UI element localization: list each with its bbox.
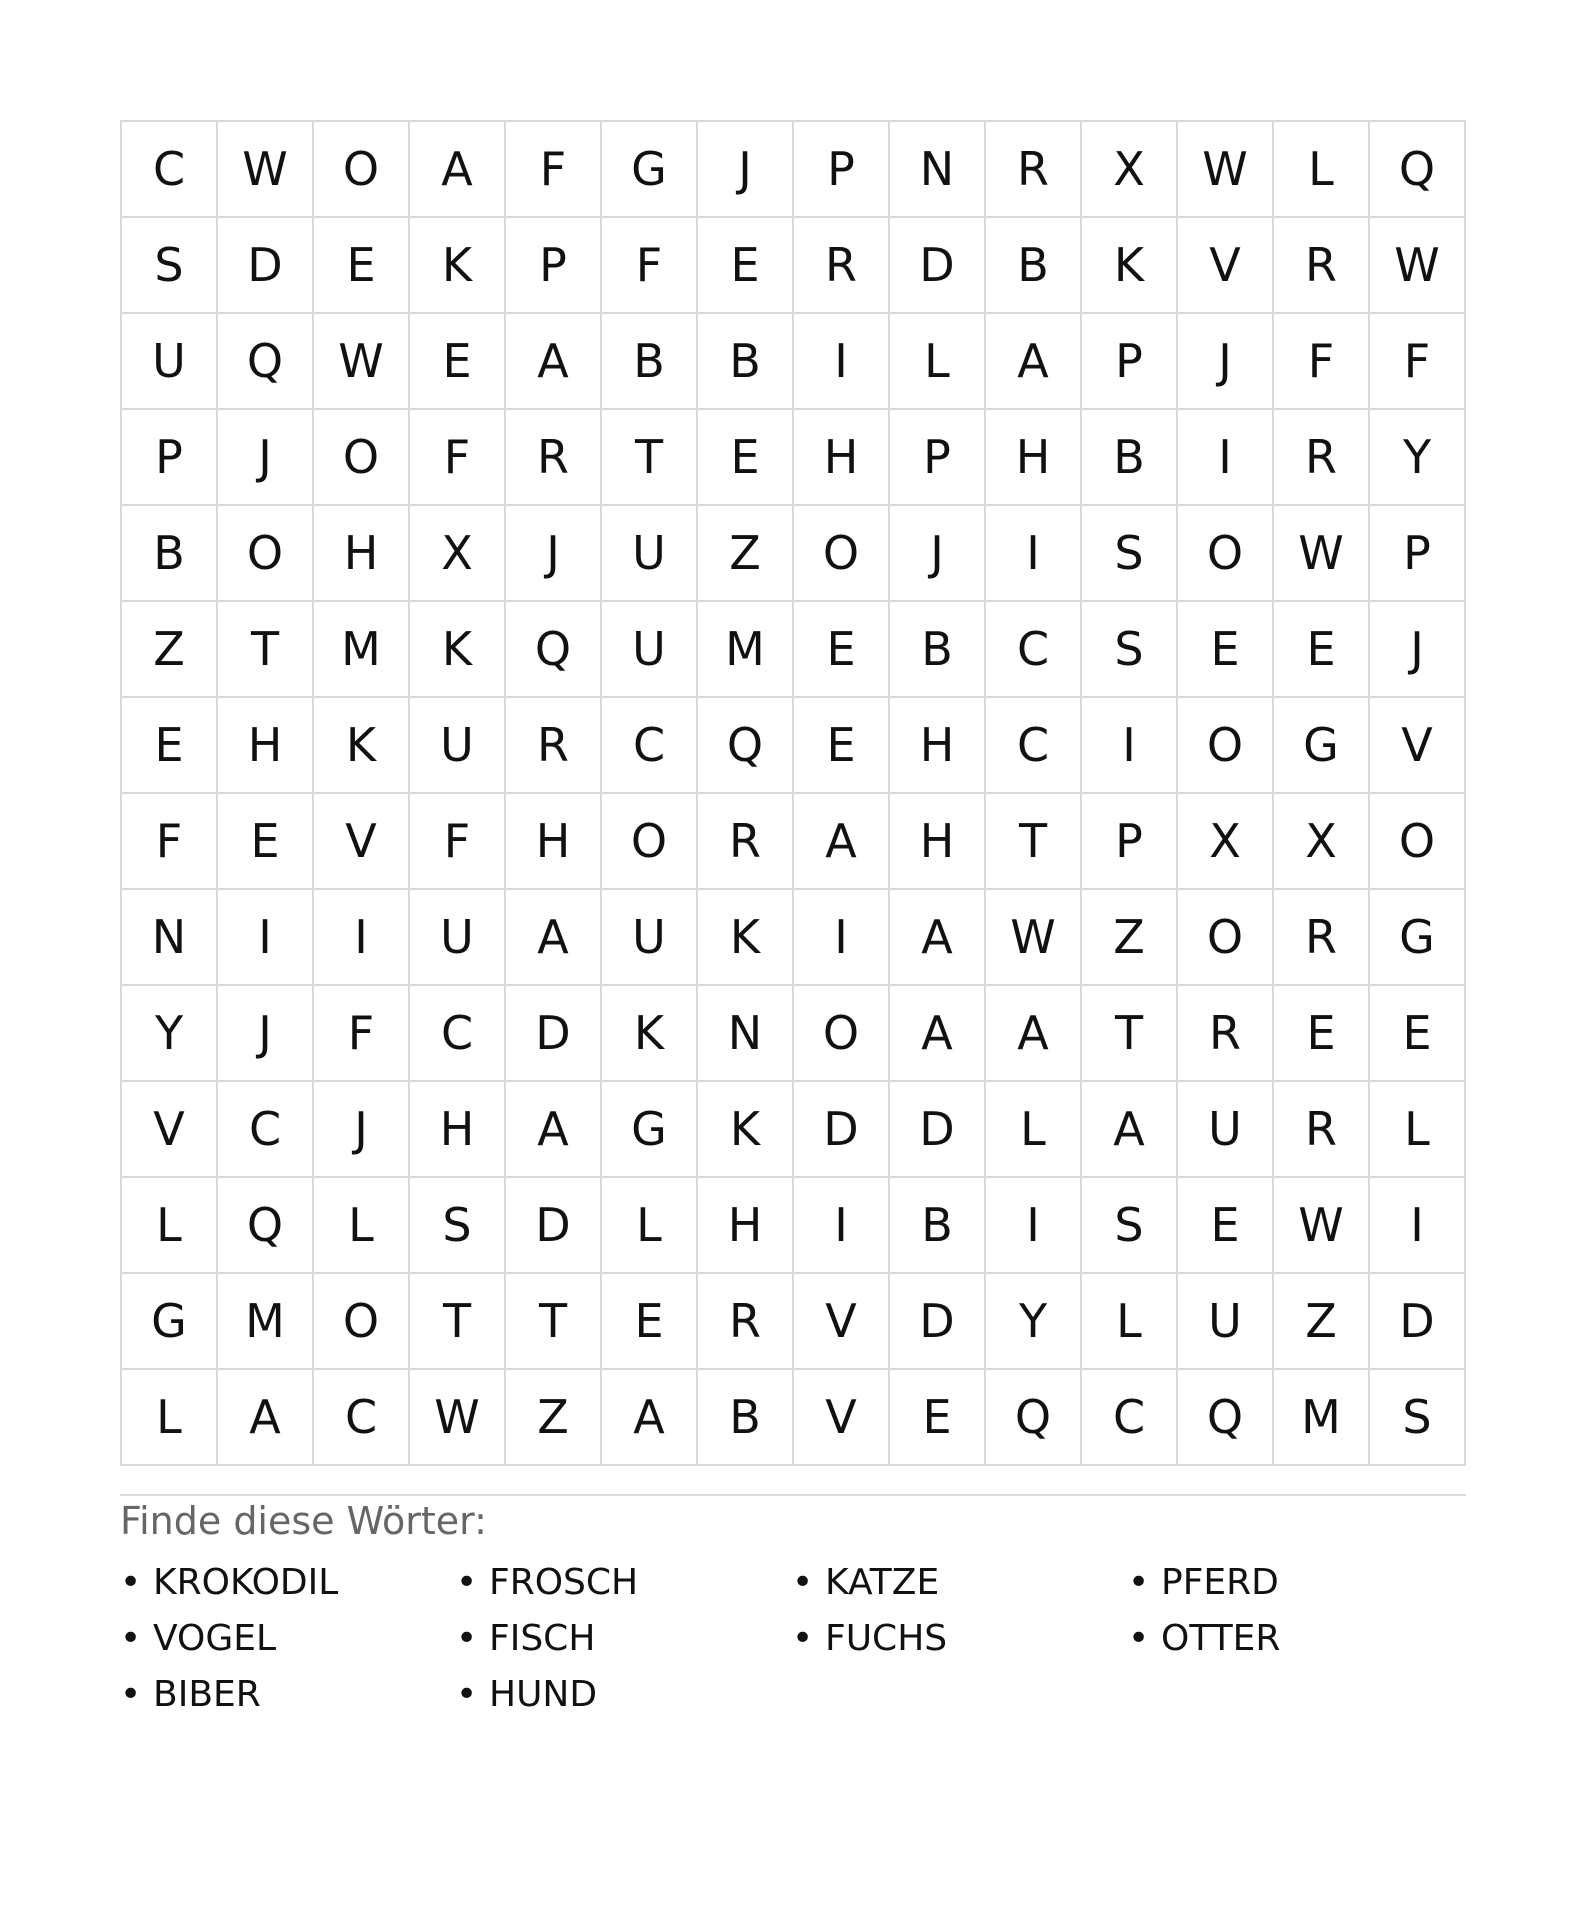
word-list-heading: Finde diese Wörter: bbox=[120, 1499, 487, 1543]
grid-cell[interactable]: U bbox=[602, 602, 698, 698]
grid-cell[interactable]: U bbox=[1178, 1082, 1274, 1178]
grid-cell[interactable]: J bbox=[698, 122, 794, 218]
grid-cell[interactable]: F bbox=[314, 986, 410, 1082]
grid-cell[interactable]: F bbox=[410, 794, 506, 890]
grid-cell[interactable]: V bbox=[794, 1370, 890, 1466]
grid-cell[interactable]: Q bbox=[1370, 122, 1466, 218]
grid-cell[interactable]: L bbox=[986, 1082, 1082, 1178]
bullet-icon: • bbox=[792, 1618, 814, 1659]
grid-cell[interactable]: L bbox=[602, 1178, 698, 1274]
grid-cell[interactable]: C bbox=[218, 1082, 314, 1178]
grid-cell[interactable]: N bbox=[890, 122, 986, 218]
grid-cell[interactable]: X bbox=[1178, 794, 1274, 890]
grid-cell[interactable]: I bbox=[1178, 410, 1274, 506]
grid-cell[interactable]: W bbox=[1274, 1178, 1370, 1274]
grid-cell[interactable]: C bbox=[602, 698, 698, 794]
grid-cell[interactable]: I bbox=[986, 1178, 1082, 1274]
grid-cell[interactable]: D bbox=[1370, 1274, 1466, 1370]
word-list-item bbox=[1128, 1555, 1464, 1611]
grid-cell[interactable]: B bbox=[122, 506, 218, 602]
grid-cell[interactable]: R bbox=[698, 794, 794, 890]
grid-cell[interactable]: G bbox=[1274, 698, 1370, 794]
word-list-item bbox=[456, 1667, 792, 1723]
grid-cell[interactable]: L bbox=[1370, 1082, 1466, 1178]
grid-cell[interactable]: T bbox=[602, 410, 698, 506]
bullet-icon: • bbox=[120, 1618, 142, 1659]
grid-cell[interactable]: Z bbox=[1082, 890, 1178, 986]
grid-cell[interactable]: R bbox=[794, 218, 890, 314]
grid-cell[interactable]: Y bbox=[1370, 410, 1466, 506]
grid-cell[interactable]: B bbox=[890, 1178, 986, 1274]
grid-cell[interactable]: O bbox=[794, 986, 890, 1082]
bullet-icon: • bbox=[456, 1618, 478, 1659]
grid-cell[interactable]: M bbox=[1274, 1370, 1370, 1466]
grid-cell[interactable]: H bbox=[698, 1178, 794, 1274]
bullet-icon: • bbox=[792, 1562, 814, 1603]
grid-cell[interactable]: T bbox=[986, 794, 1082, 890]
grid-cell[interactable]: O bbox=[1178, 506, 1274, 602]
grid-cell[interactable]: K bbox=[1082, 218, 1178, 314]
word-label: FROSCH bbox=[489, 1562, 639, 1603]
grid-cell[interactable]: S bbox=[1082, 506, 1178, 602]
grid-cell[interactable]: P bbox=[794, 122, 890, 218]
grid-cell[interactable]: O bbox=[314, 122, 410, 218]
grid-cell[interactable]: U bbox=[602, 890, 698, 986]
grid-cell[interactable]: J bbox=[314, 1082, 410, 1178]
grid-cell[interactable]: T bbox=[1082, 986, 1178, 1082]
grid-cell[interactable]: O bbox=[314, 410, 410, 506]
word-label: OTTER bbox=[1161, 1618, 1281, 1659]
grid-cell[interactable]: R bbox=[1274, 218, 1370, 314]
grid-cell[interactable]: H bbox=[506, 794, 602, 890]
grid-cell[interactable]: F bbox=[1274, 314, 1370, 410]
grid-cell[interactable]: B bbox=[698, 314, 794, 410]
grid-cell[interactable]: E bbox=[1274, 986, 1370, 1082]
grid-cell[interactable]: A bbox=[506, 1082, 602, 1178]
grid-cell[interactable]: A bbox=[410, 122, 506, 218]
bullet-icon: • bbox=[120, 1562, 142, 1603]
grid-cell[interactable]: K bbox=[410, 218, 506, 314]
grid-cell[interactable]: E bbox=[794, 698, 890, 794]
grid-cell[interactable]: X bbox=[410, 506, 506, 602]
grid-cell[interactable]: R bbox=[1274, 890, 1370, 986]
grid-cell[interactable]: E bbox=[314, 218, 410, 314]
grid-cell[interactable]: C bbox=[1082, 1370, 1178, 1466]
grid-cell[interactable]: E bbox=[410, 314, 506, 410]
grid-cell[interactable]: R bbox=[1178, 986, 1274, 1082]
grid-cell[interactable]: J bbox=[218, 410, 314, 506]
grid-cell[interactable]: B bbox=[986, 218, 1082, 314]
grid-cell[interactable]: M bbox=[698, 602, 794, 698]
grid-cell[interactable]: P bbox=[1082, 794, 1178, 890]
grid-cell[interactable]: L bbox=[1082, 1274, 1178, 1370]
grid-cell[interactable]: U bbox=[410, 698, 506, 794]
grid-cell[interactable]: F bbox=[1370, 314, 1466, 410]
grid-cell[interactable]: A bbox=[890, 986, 986, 1082]
grid-cell[interactable]: X bbox=[1082, 122, 1178, 218]
grid-cell[interactable]: I bbox=[986, 506, 1082, 602]
word-label: KROKODIL bbox=[153, 1562, 339, 1603]
grid-cell[interactable]: W bbox=[986, 890, 1082, 986]
grid-cell[interactable]: C bbox=[986, 698, 1082, 794]
word-list-item bbox=[792, 1611, 1128, 1667]
grid-cell[interactable]: J bbox=[506, 506, 602, 602]
grid-cell[interactable]: O bbox=[1178, 698, 1274, 794]
grid-cell[interactable]: Q bbox=[506, 602, 602, 698]
grid-cell[interactable]: E bbox=[602, 1274, 698, 1370]
grid-cell[interactable]: V bbox=[122, 1082, 218, 1178]
grid-cell[interactable]: U bbox=[1178, 1274, 1274, 1370]
grid-cell[interactable]: O bbox=[1370, 794, 1466, 890]
grid-cell[interactable]: O bbox=[1178, 890, 1274, 986]
grid-cell[interactable]: D bbox=[890, 218, 986, 314]
word-list-item bbox=[120, 1611, 456, 1667]
grid-cell[interactable]: L bbox=[1274, 122, 1370, 218]
grid-cell[interactable]: O bbox=[314, 1274, 410, 1370]
grid-cell[interactable]: D bbox=[794, 1082, 890, 1178]
grid-cell[interactable]: V bbox=[1178, 218, 1274, 314]
grid-cell[interactable]: V bbox=[314, 794, 410, 890]
grid-cell[interactable]: E bbox=[890, 1370, 986, 1466]
word-list-item bbox=[120, 1667, 456, 1723]
grid-cell[interactable]: C bbox=[410, 986, 506, 1082]
grid-cell[interactable]: H bbox=[218, 698, 314, 794]
word-label: PFERD bbox=[1161, 1562, 1279, 1603]
word-label: VOGEL bbox=[153, 1618, 277, 1659]
grid-cell[interactable]: O bbox=[218, 506, 314, 602]
grid-cell[interactable]: Q bbox=[218, 314, 314, 410]
word-list-item bbox=[1128, 1611, 1464, 1667]
grid-cell[interactable]: R bbox=[506, 698, 602, 794]
grid-cell[interactable]: U bbox=[410, 890, 506, 986]
grid-cell[interactable]: W bbox=[1178, 122, 1274, 218]
grid-cell[interactable]: H bbox=[314, 506, 410, 602]
grid-cell[interactable]: A bbox=[218, 1370, 314, 1466]
word-label: FUCHS bbox=[825, 1618, 948, 1659]
grid-cell[interactable]: L bbox=[122, 1178, 218, 1274]
word-label: BIBER bbox=[153, 1674, 261, 1715]
grid-cell[interactable]: N bbox=[122, 890, 218, 986]
grid-cell[interactable]: H bbox=[410, 1082, 506, 1178]
grid-cell[interactable]: Q bbox=[986, 1370, 1082, 1466]
grid-cell[interactable]: L bbox=[890, 314, 986, 410]
grid-cell[interactable]: A bbox=[602, 1370, 698, 1466]
grid-cell[interactable]: C bbox=[314, 1370, 410, 1466]
grid-cell[interactable]: S bbox=[1370, 1370, 1466, 1466]
grid-cell[interactable]: D bbox=[506, 1178, 602, 1274]
grid-cell[interactable]: E bbox=[1274, 602, 1370, 698]
grid-cell[interactable]: W bbox=[218, 122, 314, 218]
grid-cell[interactable]: M bbox=[218, 1274, 314, 1370]
grid-cell[interactable]: Z bbox=[506, 1370, 602, 1466]
grid-cell[interactable]: I bbox=[218, 890, 314, 986]
grid-cell[interactable]: T bbox=[218, 602, 314, 698]
grid-cell[interactable]: G bbox=[1370, 890, 1466, 986]
grid-cell[interactable]: B bbox=[890, 602, 986, 698]
grid-cell[interactable]: S bbox=[122, 218, 218, 314]
grid-cell[interactable]: B bbox=[698, 1370, 794, 1466]
bullet-icon: • bbox=[456, 1562, 478, 1603]
grid-cell[interactable]: K bbox=[698, 890, 794, 986]
grid-cell[interactable]: L bbox=[314, 1178, 410, 1274]
grid-cell[interactable]: P bbox=[122, 410, 218, 506]
grid-cell[interactable]: Y bbox=[986, 1274, 1082, 1370]
grid-cell[interactable]: B bbox=[602, 314, 698, 410]
grid-cell[interactable]: G bbox=[122, 1274, 218, 1370]
word-list-item bbox=[456, 1611, 792, 1667]
grid-cell[interactable]: R bbox=[1274, 410, 1370, 506]
grid-cell[interactable]: U bbox=[602, 506, 698, 602]
grid-cell[interactable]: E bbox=[122, 698, 218, 794]
grid-cell[interactable]: P bbox=[1082, 314, 1178, 410]
grid-cell[interactable]: E bbox=[218, 794, 314, 890]
grid-cell[interactable]: A bbox=[890, 890, 986, 986]
grid-cell[interactable]: U bbox=[122, 314, 218, 410]
grid-cell[interactable]: A bbox=[794, 794, 890, 890]
bullet-icon: • bbox=[1128, 1618, 1150, 1659]
grid-cell[interactable]: F bbox=[602, 218, 698, 314]
grid-cell[interactable]: Z bbox=[698, 506, 794, 602]
grid-cell[interactable]: T bbox=[410, 1274, 506, 1370]
letter-grid bbox=[120, 120, 1466, 1466]
grid-cell[interactable]: W bbox=[314, 314, 410, 410]
grid-cell[interactable]: C bbox=[986, 602, 1082, 698]
grid-cell[interactable]: I bbox=[794, 1178, 890, 1274]
grid-cell[interactable]: R bbox=[1274, 1082, 1370, 1178]
grid-cell[interactable]: D bbox=[890, 1274, 986, 1370]
grid-cell[interactable]: H bbox=[986, 410, 1082, 506]
grid-cell[interactable]: T bbox=[506, 1274, 602, 1370]
grid-cell[interactable]: M bbox=[314, 602, 410, 698]
word-label: KATZE bbox=[825, 1562, 940, 1603]
grid-cell[interactable]: K bbox=[410, 602, 506, 698]
grid-cell[interactable]: K bbox=[314, 698, 410, 794]
grid-cell[interactable]: G bbox=[602, 1082, 698, 1178]
grid-cell[interactable]: A bbox=[986, 986, 1082, 1082]
grid-cell[interactable]: F bbox=[506, 122, 602, 218]
grid-cell[interactable]: J bbox=[890, 506, 986, 602]
bullet-icon: • bbox=[1128, 1562, 1150, 1603]
grid-cell[interactable]: O bbox=[602, 794, 698, 890]
grid-cell[interactable]: Z bbox=[1274, 1274, 1370, 1370]
grid-cell[interactable]: A bbox=[1082, 1082, 1178, 1178]
grid-cell[interactable]: V bbox=[1370, 698, 1466, 794]
grid-cell[interactable]: Y bbox=[122, 986, 218, 1082]
grid-cell[interactable]: D bbox=[890, 1082, 986, 1178]
grid-cell[interactable]: S bbox=[1082, 1178, 1178, 1274]
grid-cell[interactable]: A bbox=[506, 314, 602, 410]
word-list-item bbox=[456, 1555, 792, 1611]
grid-cell[interactable]: A bbox=[506, 890, 602, 986]
grid-cell[interactable]: S bbox=[1082, 602, 1178, 698]
grid-cell[interactable]: Z bbox=[122, 602, 218, 698]
grid-cell[interactable]: Q bbox=[698, 698, 794, 794]
grid-cell[interactable]: I bbox=[1082, 698, 1178, 794]
grid-cell[interactable]: Q bbox=[218, 1178, 314, 1274]
grid-cell[interactable]: W bbox=[410, 1370, 506, 1466]
word-label: HUND bbox=[489, 1674, 598, 1715]
grid-cell[interactable]: R bbox=[698, 1274, 794, 1370]
word-list-item bbox=[792, 1555, 1128, 1611]
grid-cell[interactable]: I bbox=[794, 314, 890, 410]
grid-cell[interactable]: S bbox=[410, 1178, 506, 1274]
grid-cell[interactable]: K bbox=[698, 1082, 794, 1178]
grid-cell[interactable]: D bbox=[218, 218, 314, 314]
grid-cell[interactable]: P bbox=[890, 410, 986, 506]
grid-cell[interactable]: D bbox=[506, 986, 602, 1082]
divider bbox=[120, 1494, 1466, 1496]
grid-cell[interactable]: J bbox=[1178, 314, 1274, 410]
grid-cell[interactable]: X bbox=[1274, 794, 1370, 890]
grid-cell[interactable]: J bbox=[218, 986, 314, 1082]
grid-cell[interactable]: H bbox=[890, 698, 986, 794]
word-list bbox=[120, 1555, 1466, 1723]
grid-cell[interactable]: H bbox=[794, 410, 890, 506]
grid-cell[interactable]: F bbox=[122, 794, 218, 890]
grid-cell[interactable]: K bbox=[602, 986, 698, 1082]
grid-cell[interactable]: L bbox=[122, 1370, 218, 1466]
word-list-item bbox=[120, 1555, 456, 1611]
grid-cell[interactable]: I bbox=[1370, 1178, 1466, 1274]
grid-cell[interactable]: I bbox=[314, 890, 410, 986]
bullet-icon: • bbox=[120, 1674, 142, 1715]
grid-cell[interactable]: P bbox=[506, 218, 602, 314]
grid-cell[interactable]: G bbox=[602, 122, 698, 218]
grid-cell[interactable]: R bbox=[506, 410, 602, 506]
word-label: FISCH bbox=[489, 1618, 596, 1659]
bullet-icon: • bbox=[456, 1674, 478, 1715]
grid-cell[interactable]: Q bbox=[1178, 1370, 1274, 1466]
grid-cell[interactable]: F bbox=[410, 410, 506, 506]
grid-cell[interactable]: I bbox=[794, 890, 890, 986]
grid-cell[interactable]: V bbox=[794, 1274, 890, 1370]
grid-cell[interactable]: E bbox=[1178, 602, 1274, 698]
grid-cell[interactable]: O bbox=[794, 506, 890, 602]
grid-cell[interactable]: H bbox=[890, 794, 986, 890]
grid-cell[interactable]: W bbox=[1370, 218, 1466, 314]
grid-cell[interactable]: E bbox=[1178, 1178, 1274, 1274]
grid-cell[interactable]: J bbox=[1370, 602, 1466, 698]
grid-cell[interactable]: W bbox=[1274, 506, 1370, 602]
grid-cell[interactable]: E bbox=[1370, 986, 1466, 1082]
grid-cell[interactable]: R bbox=[986, 122, 1082, 218]
grid-cell[interactable]: C bbox=[122, 122, 218, 218]
grid-cell[interactable]: E bbox=[794, 602, 890, 698]
grid-cell[interactable]: E bbox=[698, 410, 794, 506]
grid-cell[interactable]: B bbox=[1082, 410, 1178, 506]
grid-cell[interactable]: E bbox=[698, 218, 794, 314]
grid-cell[interactable]: N bbox=[698, 986, 794, 1082]
grid-cell[interactable]: A bbox=[986, 314, 1082, 410]
grid-cell[interactable]: P bbox=[1370, 506, 1466, 602]
